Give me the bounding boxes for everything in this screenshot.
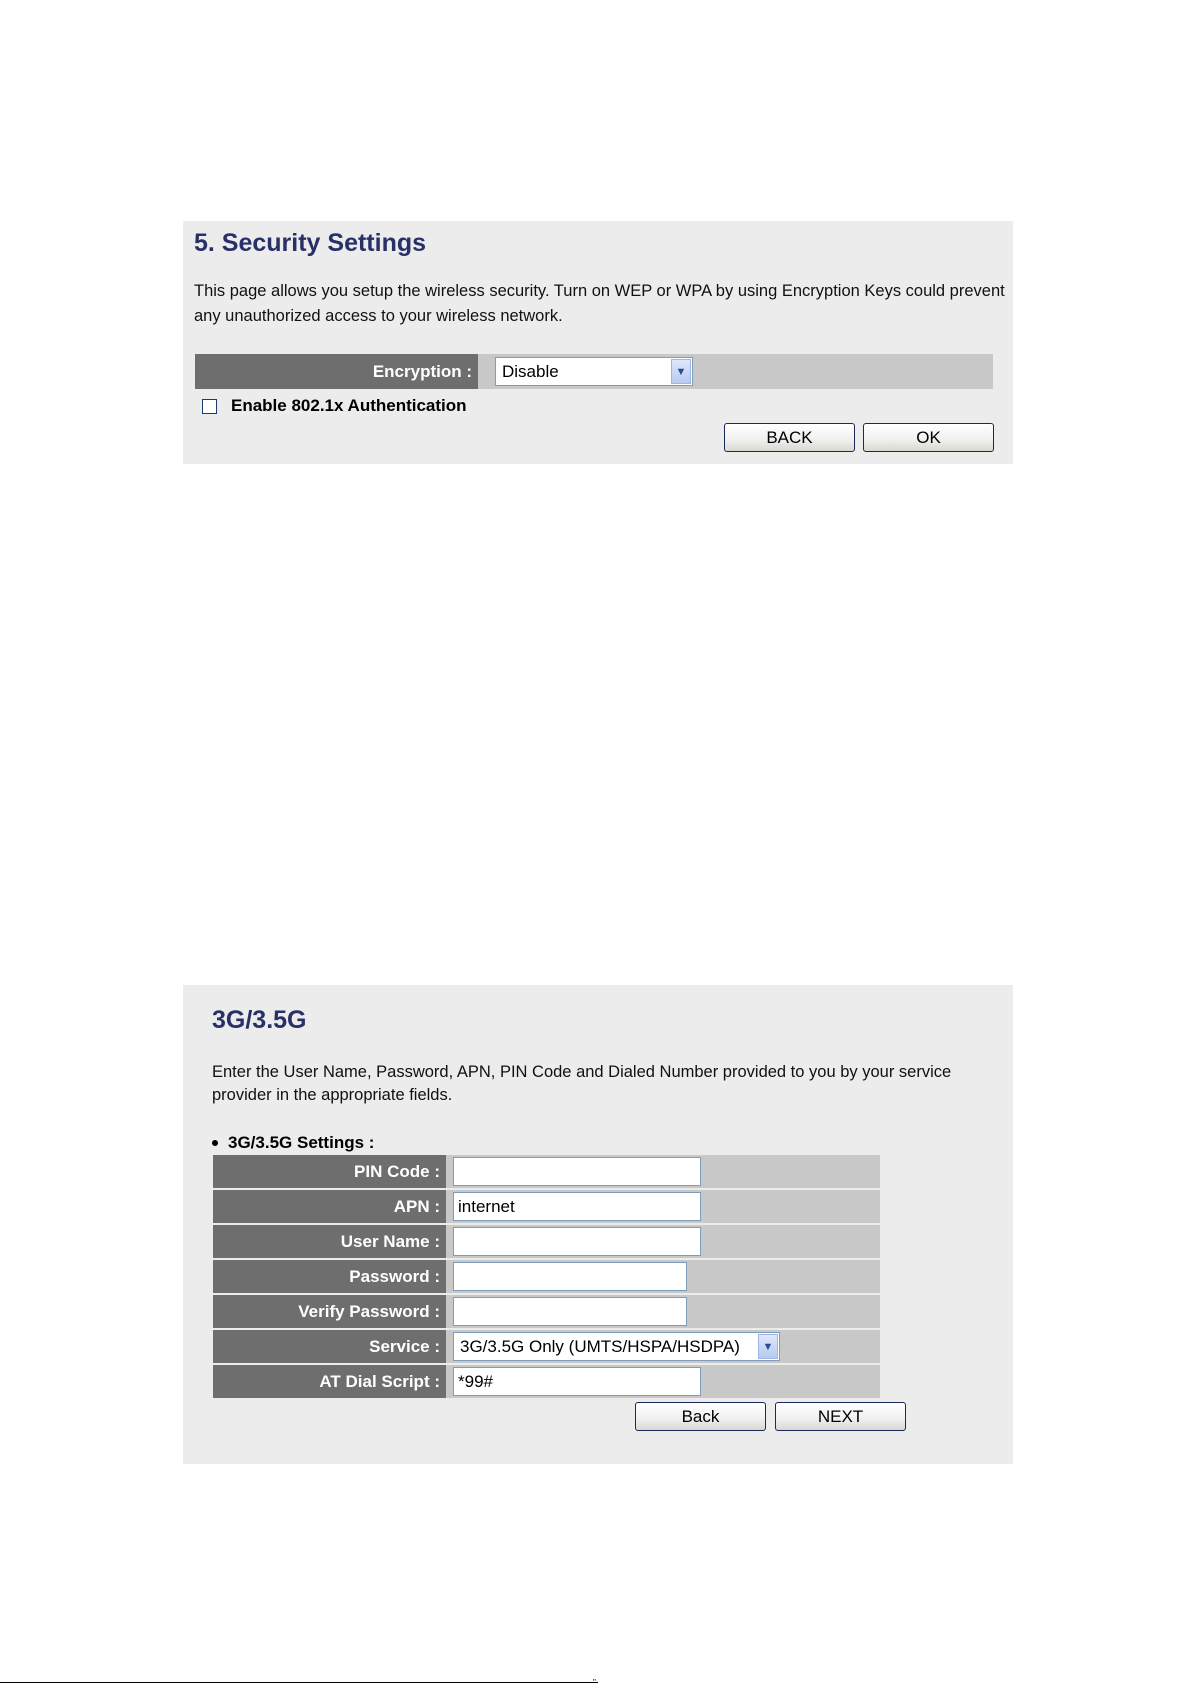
apn-input[interactable]: internet bbox=[453, 1192, 701, 1221]
settings-heading-label: 3G/3.5G Settings : bbox=[228, 1133, 375, 1152]
service-select-value: 3G/3.5G Only (UMTS/HSPA/HSDPA) bbox=[460, 1336, 740, 1356]
user-name-label: User Name : bbox=[213, 1225, 446, 1258]
verify-password-row bbox=[213, 1295, 880, 1328]
at-dial-script-row bbox=[213, 1365, 880, 1398]
back-button[interactable]: Back bbox=[635, 1402, 766, 1431]
enable-8021x-option[interactable] bbox=[202, 396, 467, 416]
ok-button[interactable]: OK bbox=[863, 423, 994, 452]
security-description: This page allows you setup the wireless security. Turn on WEP or WPA by using Encryption Keys could prevent any unauthorized access to your wireless network. bbox=[194, 282, 1005, 325]
back-button[interactable]: BACK bbox=[724, 423, 855, 452]
verify-password-label: Verify Password : bbox=[213, 1295, 446, 1328]
settings-heading bbox=[212, 1133, 374, 1153]
footer-mark: " bbox=[593, 1678, 596, 1687]
user-name-input[interactable] bbox=[453, 1227, 701, 1256]
verify-password-input[interactable] bbox=[453, 1297, 687, 1326]
chevron-down-icon[interactable]: ▼ bbox=[758, 1334, 778, 1359]
3g-settings-panel bbox=[183, 985, 1013, 1464]
service-label: Service : bbox=[213, 1330, 446, 1363]
next-button[interactable]: NEXT bbox=[775, 1402, 906, 1431]
at-dial-script-input[interactable]: *99# bbox=[453, 1367, 701, 1396]
user-name-row bbox=[213, 1225, 880, 1258]
enable-8021x-checkbox[interactable] bbox=[202, 399, 217, 414]
encryption-select[interactable] bbox=[495, 357, 693, 386]
service-row bbox=[213, 1330, 880, 1363]
pin-code-input[interactable] bbox=[453, 1157, 701, 1186]
page-title: 5. Security Settings bbox=[194, 229, 427, 257]
encryption-row bbox=[195, 354, 993, 389]
footer-rule bbox=[0, 1682, 598, 1683]
chevron-down-icon[interactable]: ▼ bbox=[671, 359, 691, 384]
service-select[interactable] bbox=[453, 1332, 780, 1361]
apn-label: APN : bbox=[213, 1190, 446, 1223]
section-title: 3G/3.5G bbox=[212, 1006, 307, 1034]
bullet-icon bbox=[212, 1140, 218, 1146]
3g-description: Enter the User Name, Password, APN, PIN Code and Dialed Number provided to you by your service provider in the appropriate fields. bbox=[212, 1063, 952, 1104]
pin-code-label: PIN Code : bbox=[213, 1155, 446, 1188]
pin-code-row bbox=[213, 1155, 880, 1188]
at-dial-script-label: AT Dial Script : bbox=[213, 1365, 446, 1398]
password-input[interactable] bbox=[453, 1262, 687, 1291]
encryption-select-value: Disable bbox=[502, 361, 559, 381]
apn-row bbox=[213, 1190, 880, 1223]
3g-settings-form bbox=[213, 1155, 880, 1400]
enable-8021x-label: Enable 802.1x Authentication bbox=[231, 396, 467, 415]
password-label: Password : bbox=[213, 1260, 446, 1293]
security-settings-panel bbox=[183, 221, 1013, 464]
encryption-label: Encryption : bbox=[195, 354, 478, 389]
password-row bbox=[213, 1260, 880, 1293]
